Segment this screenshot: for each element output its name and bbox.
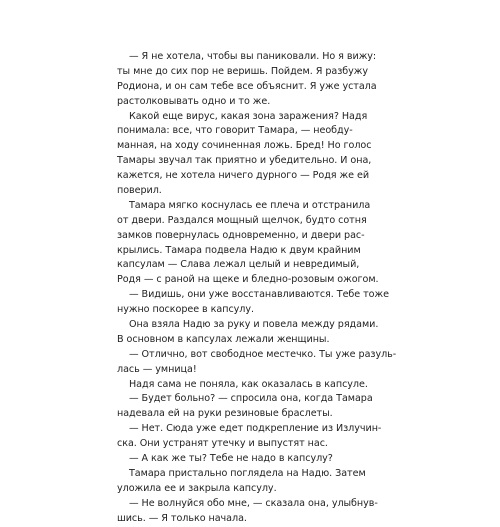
text-line: лась — умница! xyxy=(117,363,197,375)
text-line: надевала ей на руки резиновые браслеты. xyxy=(117,408,333,420)
text-line: — Отлично, вот свободное местечко. Ты уже разуль- xyxy=(129,348,397,360)
text-line: ска. Они устранят утечку и выпустят нас. xyxy=(117,438,328,450)
text-line: манная, на ходу сочиненная ложь. Бред! Но голос xyxy=(117,140,372,152)
text-line: — Видишь, они уже восстанавливаются. Тебе тоже xyxy=(129,289,389,301)
text-line: Тамара пристально поглядела на Надю. Затем xyxy=(129,467,366,479)
text-line: — А как же ты? Тебе не надо в капсулу? xyxy=(129,453,333,465)
text-line: Какой еще вирус, какая зона заражения? Надя xyxy=(129,110,368,122)
text-line: Родиона, и он сам тебе все объяснит. Я уже устала xyxy=(117,80,377,92)
text-line: В основном в капсулах лежали женщины. xyxy=(117,333,330,345)
text-line: — Нет. Сюда уже едет подкрепление из Излучин- xyxy=(129,423,382,435)
text-line: шись. — Я только начала. xyxy=(117,512,247,524)
text-line: ты мне до сих пор не веришь. Пойдем. Я разбужу xyxy=(117,65,368,77)
text-line: Родя — с раной на щеке и бледно-розовым ожогом. xyxy=(117,274,379,286)
text-line: — Не волнуйся обо мне, — сказала она, улыбнув- xyxy=(129,497,378,509)
text-line: — Будет больно? — спросила она, когда Тамара xyxy=(129,393,373,405)
text-line: крылись. Тамара подвела Надю к двум крайним xyxy=(117,244,361,256)
text-line: понимала: все, что говорит Тамара, — необду- xyxy=(117,125,353,137)
text-line: кажется, не хотела ничего дурного — Родя же ей xyxy=(117,170,370,182)
text-line: Тамара мягко коснулась ее плеча и отстранила xyxy=(129,199,371,211)
text-line: Она взяла Надю за руку и повела между рядами. xyxy=(129,319,379,331)
body-text xyxy=(117,50,397,527)
text-line: Надя сама не поняла, как оказалась в капсуле. xyxy=(129,378,368,390)
text-line: — Я не хотела, чтобы вы паниковали. Но я вижу: xyxy=(129,51,377,62)
text-line: растолковывать одно и то же. xyxy=(117,95,271,107)
text-line: замков повернулась одновременно, и двери рас- xyxy=(117,229,365,241)
text-line: капсулам — Слава лежал целый и невредимый, xyxy=(117,259,360,271)
text-line: нужно поскорее в капсулу. xyxy=(117,304,255,316)
text-line: Тамары звучал так приятно и убедительно. И она, xyxy=(117,155,372,167)
text-line: уложила ее и закрыла капсулу. xyxy=(117,482,277,494)
text-line: от двери. Раздался мощный щелчок, будто сотня xyxy=(117,214,367,226)
text-line: поверил. xyxy=(117,185,162,197)
